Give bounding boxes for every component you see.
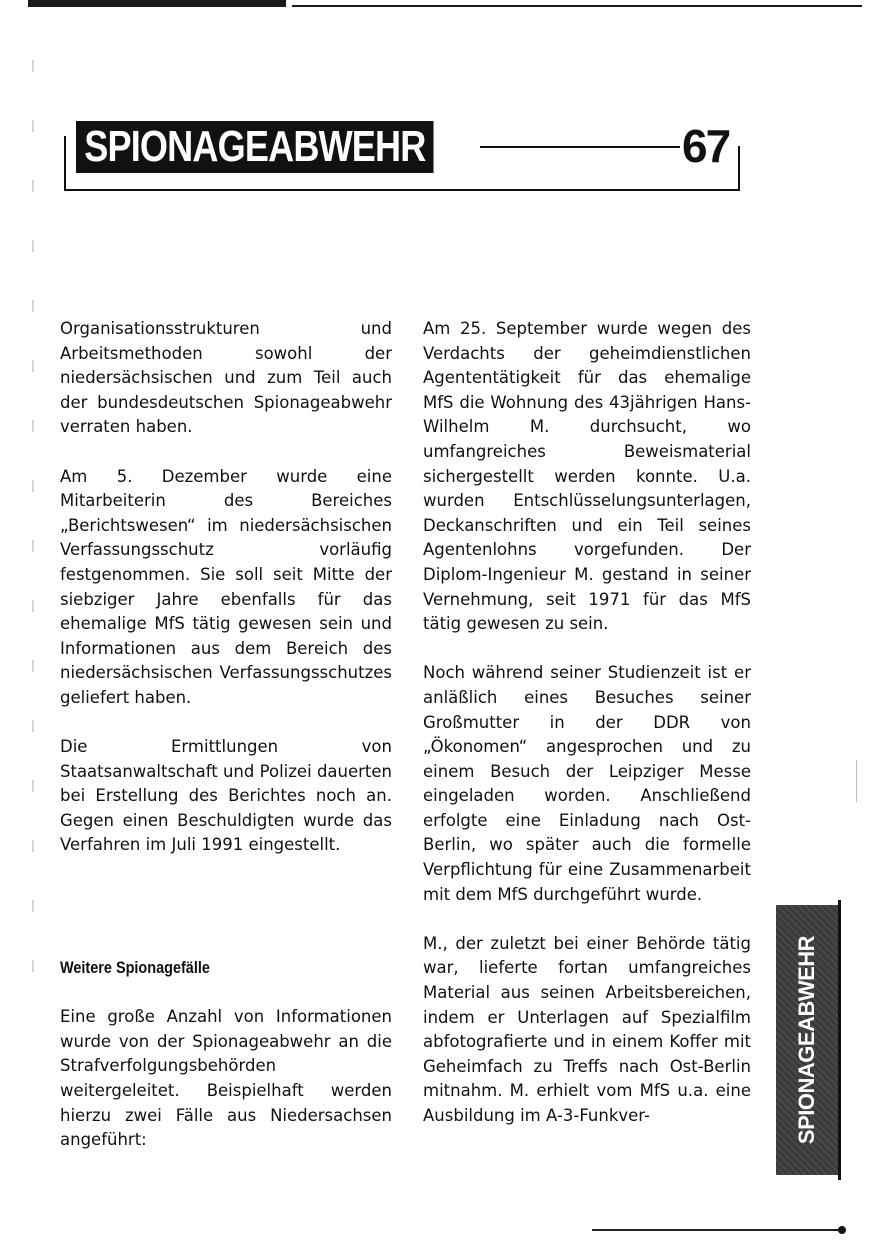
paragraph: Am 5. Dezember wurde eine Mitarbeiterin des Bereiches „Berichtswesen“ im niedersächsischen Verfassungsschutz vorläufig festgenommen. Sie soll seit Mitte der siebziger Jahre ebenfalls für das ehemalige MfS tätig gewesen sein und Informationen aus dem Bereich des niedersächsischen Verfassungsschutzes geliefert haben. bbox=[60, 466, 392, 707]
scan-margin-marks bbox=[32, 60, 34, 1010]
header-rule bbox=[480, 146, 680, 148]
paragraph: Eine große Anzahl von Informationen wurde von der Spionageabwehr an die Strafverfolgungsbehörden weitergeleitet. Beispielhaft werden hierzu zwei Fälle aus Niedersachsen angeführt: bbox=[60, 1007, 392, 1150]
paragraph: Die Ermittlungen von Staatsanwaltschaft und Polizei dauerten bei Erstellung des Berichtes noch an. Gegen einen Beschuldigten wurde das Verfahren im Juli 1991 eingestellt. bbox=[60, 737, 392, 855]
footer-dot bbox=[838, 1226, 846, 1234]
page-number: 67 bbox=[682, 120, 730, 172]
side-tab-label: SPIONAGEABWEHR bbox=[794, 935, 819, 1145]
right-column bbox=[423, 317, 751, 1129]
left-column bbox=[60, 317, 392, 1153]
subheading: Weitere Spionagefälle bbox=[60, 958, 210, 978]
section-side-tab bbox=[776, 905, 838, 1175]
scan-speck bbox=[856, 760, 857, 802]
header-frame-bottom bbox=[64, 189, 740, 191]
footer-rule bbox=[592, 1229, 844, 1231]
side-tab-edge bbox=[838, 900, 841, 1180]
top-bar-decoration bbox=[28, 0, 286, 7]
paragraph: Organisationsstrukturen und Arbeitsmethoden sowohl der niedersächsischen und zum Teil auch der bundesdeutschen Spionageabwehr verraten haben. bbox=[60, 319, 392, 437]
header-frame-left bbox=[64, 136, 66, 190]
top-rule bbox=[292, 5, 862, 7]
header-frame-right bbox=[738, 146, 740, 191]
section-title: SPIONAGEABWEHR bbox=[76, 121, 434, 173]
paragraph: Am 25. September wurde wegen des Verdachts der geheimdienstlichen Agententätigkeit für das ehemalige MfS die Wohnung des 43jährigen Hans-Wilhelm M. durchsucht, wo umfangreiches Beweismaterial sichergestellt werden konnte. U.a. wurden Entschlüsselungsunterlagen, Deckanschriften und ein Teil seines Agentenlohns vorgefunden. Der Diplom-Ingenieur M. gestand in seiner Vernehmung, seit 1971 für das MfS tätig gewesen zu sein. bbox=[423, 319, 751, 634]
paragraph: Noch während seiner Studienzeit ist er anläßlich eines Besuches seiner Großmutter in der DDR von „Ökonomen“ angesprochen und zu einem Besuch der Leipziger Messe eingeladen worden. Anschließend erfolgte eine Einladung nach Ost-Berlin, wo später auch die formelle Verpflichtung für eine Zusammenarbeit mit dem MfS durchgeführt wurde. bbox=[423, 663, 751, 904]
paragraph: M., der zuletzt bei einer Behörde tätig war, lieferte fortan umfangreiches Material aus seinen Arbeitsbereichen, indem er Unterlagen auf Spezialfilm abfotografierte und in einem Koffer mit Geheimfach zu Treffs nach Ost-Berlin mitnahm. M. erhielt vom MfS u.a. eine Ausbildung im A-3-Funkver- bbox=[423, 933, 751, 1125]
